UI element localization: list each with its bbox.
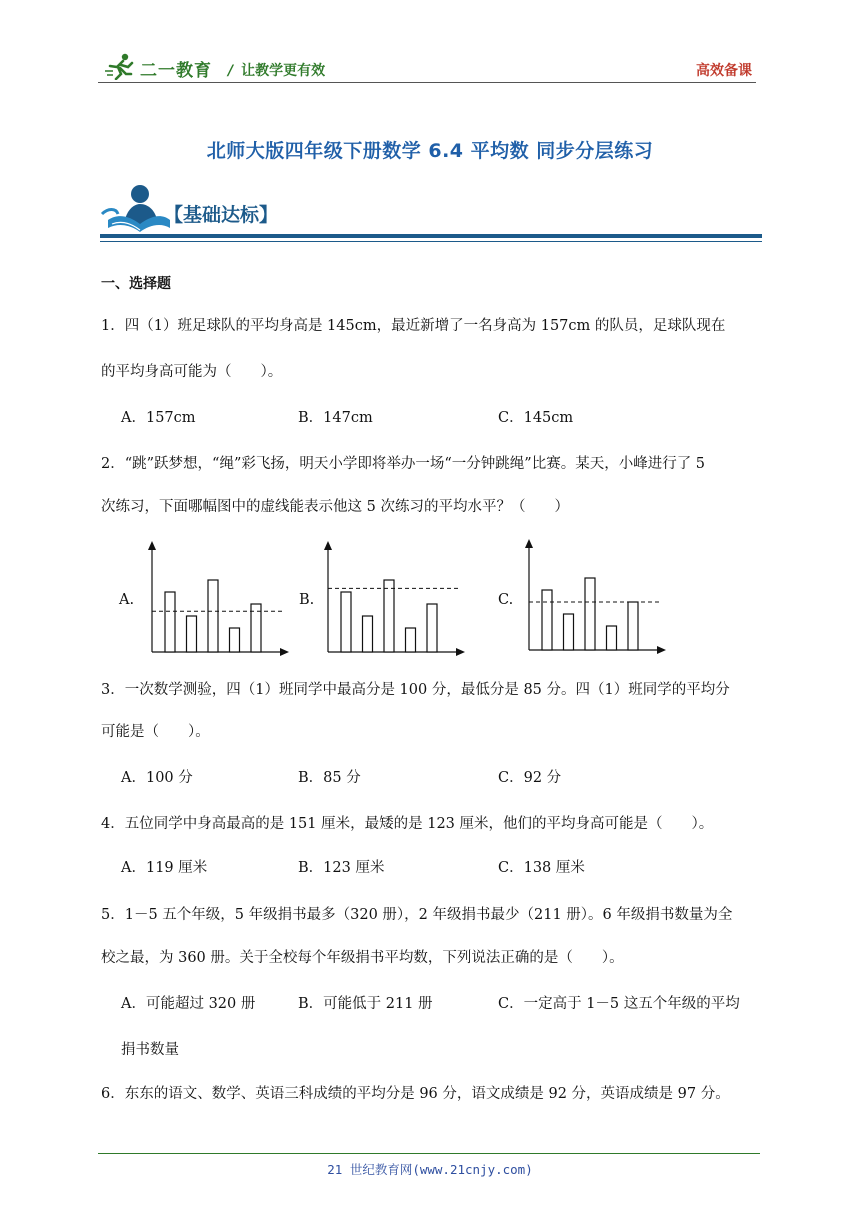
page-header [98,48,756,86]
x-axis-arrow-icon [280,648,289,656]
question-4-option-a: A．119 厘米 [121,860,208,876]
y-axis-arrow-icon [324,541,332,550]
x-axis-arrow-icon [657,646,666,654]
bar [187,616,197,652]
question-3-line-2: 可能是（ ）。 [101,724,210,740]
bar [363,616,373,652]
page-footer: 21 世纪教育网(www.21cnjy.com) [327,1162,533,1177]
question-2-option-c: C. [498,592,514,608]
question-3-option-a: A．100 分 [121,770,193,786]
banner-label: 【基础达标】 [164,204,279,226]
question-6-line-1: 6．东东的语文、数学、英语三科成绩的平均分是 96 分，语文成绩是 92 分，英语成绩是 97 分。 [101,1086,730,1102]
logo-text: 二一教育 [140,61,212,81]
reader-book-icon [100,180,170,236]
question-5-option-b: B．可能低于 211 册 [298,996,433,1012]
y-axis-arrow-icon [148,541,156,550]
section-heading: 一、选择题 [101,276,171,292]
y-axis-arrow-icon [525,539,533,548]
question-3-option-c: C．92 分 [498,770,562,786]
question-5-option-c: C．一定高于 1－5 这五个年级的平均 [498,996,740,1012]
question-4-option-c: C．138 厘米 [498,860,585,876]
bar [384,580,394,652]
bar [427,604,437,652]
bar [165,592,175,652]
slogan-text: 让教学更有效 [241,63,326,79]
chart-option-a [142,538,292,662]
bar [542,590,552,650]
bar [406,628,416,652]
bar [628,602,638,650]
bar [341,592,351,652]
bar [564,614,574,650]
question-2-option-a: A. [119,592,135,608]
question-1-line-1: 1．四（1）班足球队的平均身高是 145cm，最近新增了一名身高为 157cm 的队员，足球队现在 [101,318,726,334]
bar [208,580,218,652]
question-4-line-1: 4．五位同学中身高最高的是 151 厘米，最矮的是 123 厘米，他们的平均身高可能是（ ）。 [101,816,714,832]
chart-option-b [318,538,468,662]
question-3-option-b: B．85 分 [298,770,361,786]
question-1-option-c: C．145cm [498,410,574,426]
question-3-line-1: 3．一次数学测验，四（1）班同学中最高分是 100 分，最低分是 85 分。四（1）班同学的平均分 [101,682,730,698]
question-5-line-2: 校之最，为 360 册。关于全校每个年级捐书平均数，下列说法正确的是（ ）。 [101,950,624,966]
header-slogan: / 让教学更有效 [228,63,326,79]
bar [607,626,617,650]
header-right-label: 高效备课 [696,63,752,79]
banner-rule-thin [100,241,762,242]
banner-rule-thick [100,234,762,238]
bar [585,578,595,650]
question-5-option-a: A．可能超过 320 册 [121,996,256,1012]
header-divider [98,82,756,83]
question-1-line-2: 的平均身高可能为（ ）。 [101,364,283,380]
bar-chart-svg [519,536,669,660]
question-2-line-2: 次练习，下面哪幅图中的虚线能表示他这 5 次练习的平均水平？（ ） [101,499,569,515]
footer-divider [98,1153,760,1154]
bar [230,628,240,652]
question-2-option-b: B. [299,592,315,608]
section-banner [100,178,762,246]
chart-option-c [519,536,669,660]
question-4-option-b: B．123 厘米 [298,860,385,876]
runner-logo-icon [104,52,136,80]
question-2-line-1: 2．“跳”跃梦想，“绳”彩飞扬，明天小学即将举办一场“一分钟跳绳”比赛。某天，小峰进行了 5 [101,456,706,472]
question-5-line-1: 5．1－5 五个年级，5 年级捐书最多（320 册），2 年级捐书最少（211 册）。6 年级捐书数量为全 [101,907,733,923]
question-5-option-c-continued: 捐书数量 [121,1042,179,1058]
page-title: 北师大版四年级下册数学 6.4 平均数 同步分层练习 [206,140,654,162]
question-1-option-b: B．147cm [298,410,373,426]
question-1-option-a: A．157cm [121,410,196,426]
bar-chart-svg [318,538,468,662]
x-axis-arrow-icon [456,648,465,656]
bar-chart-svg [142,538,292,662]
